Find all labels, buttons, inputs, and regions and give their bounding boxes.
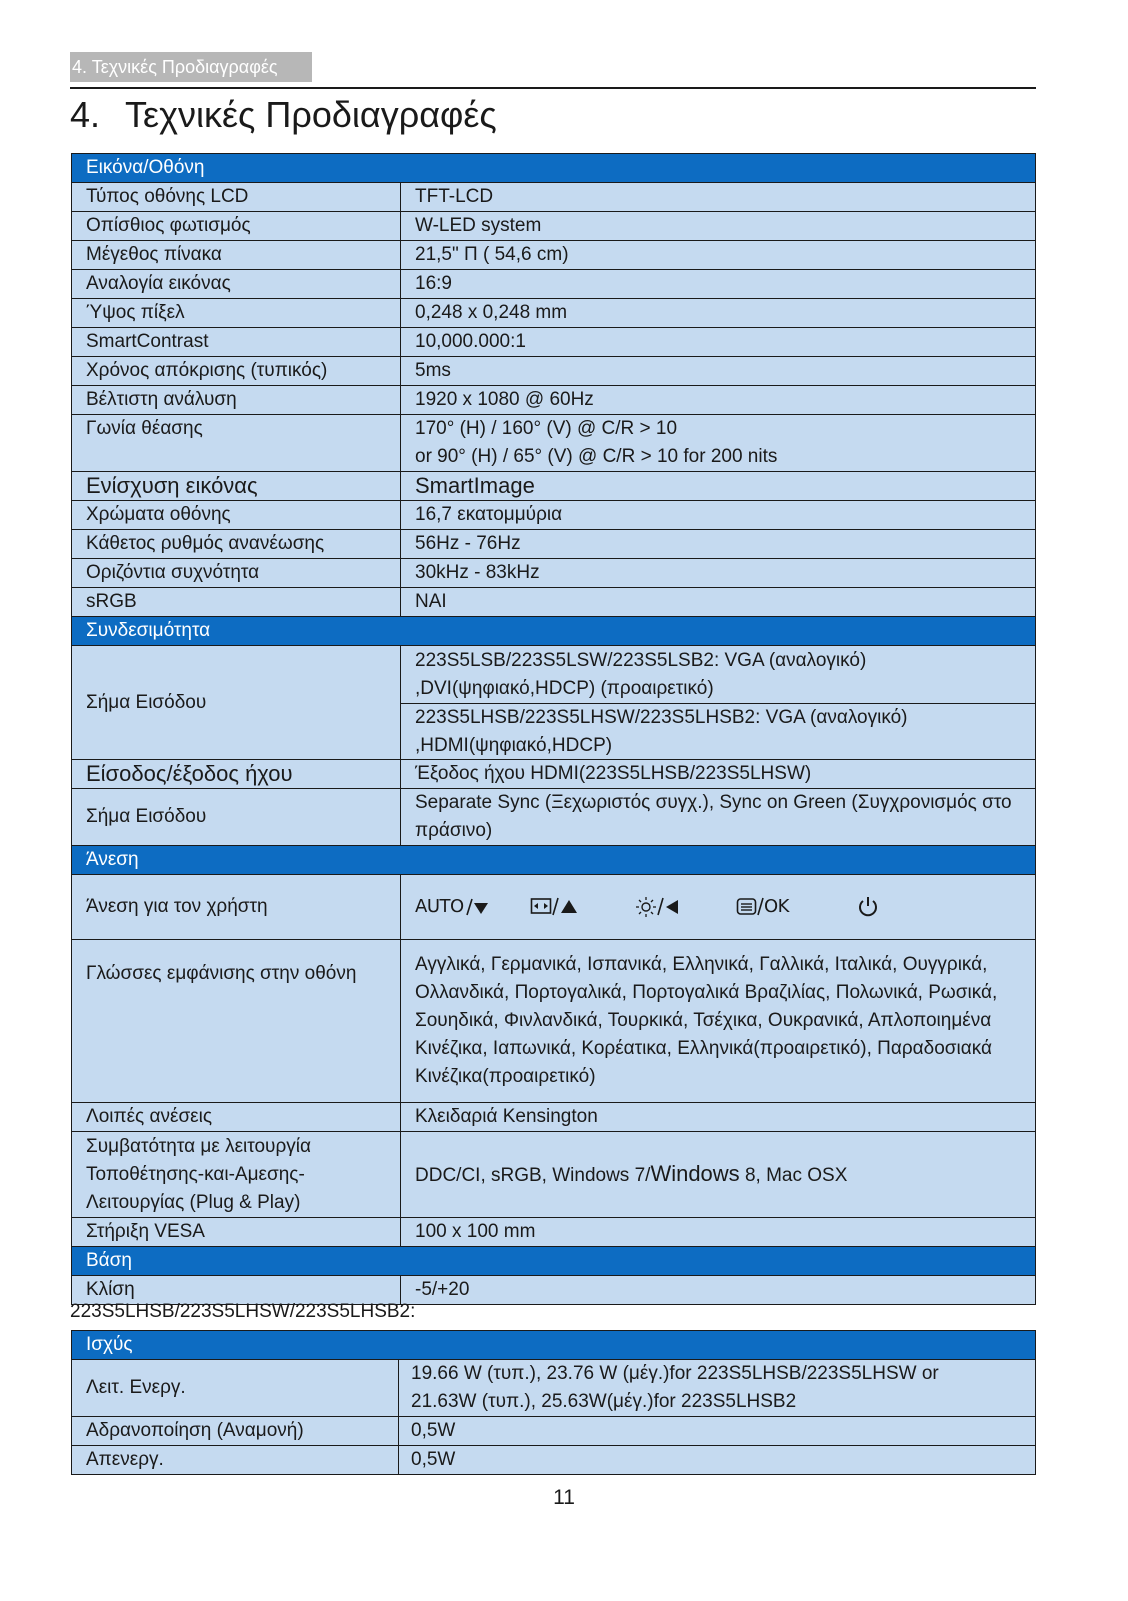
row-label: Λειτ. Ενεργ. xyxy=(72,1360,399,1417)
spec-table-power xyxy=(71,1330,1036,1475)
row-value: W-LED system xyxy=(401,212,1036,241)
value-part: Windows xyxy=(650,1160,740,1186)
section-row-stand xyxy=(72,1247,1036,1276)
row-value: 16,7 εκατομμύρια xyxy=(401,501,1036,530)
input-source-up-icon xyxy=(530,896,586,918)
table-row-on-mode xyxy=(72,1360,1036,1417)
row-value: NAI xyxy=(401,588,1036,617)
row-label: sRGB xyxy=(72,588,401,617)
title-text: Τεχνικές Προδιαγραφές xyxy=(125,94,497,135)
row-label: Γλώσσες εμφάνισης στην οθόνη xyxy=(72,940,401,1103)
row-label: Κάθετος ρυθμός ανανέωσης xyxy=(72,530,401,559)
table-row-viewing-angle xyxy=(72,415,1036,472)
row-value: 10,000.000:1 xyxy=(401,328,1036,357)
menu-slash-icon xyxy=(736,896,764,918)
row-value: -5/+20 xyxy=(401,1276,1036,1305)
row-label: Άνεση για τον χρήστη xyxy=(72,875,401,940)
section-heading: Ισχύς xyxy=(72,1331,1036,1360)
row-value: 16:9 xyxy=(401,270,1036,299)
row-label: Τύπος οθόνης LCD xyxy=(72,183,401,212)
table-row xyxy=(72,328,1036,357)
table-row xyxy=(72,1218,1036,1247)
table-row xyxy=(72,1103,1036,1132)
auto-down-control xyxy=(415,893,530,921)
row-value-controls xyxy=(401,875,1036,940)
header-rule xyxy=(70,87,1036,89)
slash-down-icon xyxy=(464,897,490,917)
row-label: Μέγεθος πίνακα xyxy=(72,241,401,270)
row-label: Βέλτιστη ανάλυση xyxy=(72,386,401,415)
row-value: 1920 x 1080 @ 60Hz xyxy=(401,386,1036,415)
value-line: 19.66 W (τυπ.), 23.76 W (μέγ.)for 223S5LHSB/223S5LHSW or xyxy=(411,1363,939,1384)
row-label: Ύψος πίξελ xyxy=(72,299,401,328)
table-row xyxy=(72,212,1036,241)
section-heading: Άνεση xyxy=(72,846,1036,875)
row-value: 0,5W xyxy=(399,1417,1036,1446)
table-row-user-convenience xyxy=(72,875,1036,940)
section-heading: Εικόνα/Οθόνη xyxy=(72,154,1036,183)
section-row-image xyxy=(72,154,1036,183)
row-value: TFT-LCD xyxy=(401,183,1036,212)
page-number: 11 xyxy=(553,1486,575,1509)
table-row xyxy=(72,299,1036,328)
table-row xyxy=(72,241,1036,270)
row-label: Απενεργ. xyxy=(72,1446,399,1475)
row-value: 56Hz - 76Hz xyxy=(401,530,1036,559)
table-row-plug-play xyxy=(72,1132,1036,1218)
row-value: 100 x 100 mm xyxy=(401,1218,1036,1247)
models-line: 223S5LHSB/223S5LHSW/223S5LHSB2: xyxy=(70,1301,416,1322)
row-label: Ενίσχυση εικόνας xyxy=(72,472,401,501)
table-row xyxy=(72,501,1036,530)
row-label: Αδρανοποίηση (Αναμονή) xyxy=(72,1417,399,1446)
table-row xyxy=(72,386,1036,415)
title-number: 4. xyxy=(70,94,101,135)
value-part: 8, Mac OSX xyxy=(739,1164,848,1186)
row-value: Αγγλικά, Γερμανικά, Ισπανικά, Ελληνικά, Γαλλικά, Ιταλικά, Ουγγρικά, Ολλανδικά, Πορτογαλικά, Πορτογαλικά Βραζιλίας, Πολωνικά, Ρωσικά, Σουηδικά, Φινλανδικά, Τουρκικά, Τσέχικα, Ουκρανικά, Απλοποιημένα Κινέζικα, Ιαπωνικά, Κορέατικα, Ελληνικά(προαιρετικό), Παραδοσιακά Κινέζικα(προαιρετικό) xyxy=(401,940,1036,1103)
spec-table-main xyxy=(71,153,1036,1305)
table-row xyxy=(72,183,1036,212)
row-value xyxy=(401,646,1036,760)
table-row-enhancement xyxy=(72,472,1036,501)
row-label: Χρώματα οθόνης xyxy=(72,501,401,530)
row-value xyxy=(401,415,1036,472)
row-value: SmartImage xyxy=(401,472,1036,501)
menu-ok-control xyxy=(736,893,856,921)
page-title xyxy=(70,93,497,137)
table-row-signal-input xyxy=(72,646,1036,760)
section-heading: Βάση xyxy=(72,1247,1036,1276)
ok-label: OK xyxy=(764,896,789,917)
table-row-languages xyxy=(72,940,1036,1103)
row-label: Αναλογία εικόνας xyxy=(72,270,401,299)
row-label: Είσοδος/έξοδος ήχου xyxy=(72,760,401,789)
value-line: 21.63W (τυπ.), 25.63W(μέγ.)for 223S5LHSB2 xyxy=(411,1391,797,1412)
section-row-power xyxy=(72,1331,1036,1360)
table-row xyxy=(72,588,1036,617)
row-value: 5ms xyxy=(401,357,1036,386)
row-label: Σήμα Εισόδου xyxy=(72,646,401,760)
brightness-left-icon xyxy=(636,896,688,918)
row-label: Οπίσθιος φωτισμός xyxy=(72,212,401,241)
value-part: DDC/CI, sRGB, Windows 7/ xyxy=(415,1164,651,1186)
row-label: Χρόνος απόκρισης (τυπικός) xyxy=(72,357,401,386)
row-label: Λοιπές ανέσεις xyxy=(72,1103,401,1132)
table-row xyxy=(72,357,1036,386)
row-label: Γωνία θέασης xyxy=(72,415,401,472)
value-line: 170° (H) / 160° (V) @ C/R > 10 xyxy=(415,418,678,439)
value-block: 223S5LHSB/223S5LHSW/223S5LHSB2: VGA (αναλογικό) ,HDMI(ψηφιακό,HDCP) xyxy=(401,703,1035,759)
row-value: 0,248 x 0,248 mm xyxy=(401,299,1036,328)
row-label: Κλίση xyxy=(72,1276,401,1305)
row-value xyxy=(401,1132,1036,1218)
row-value: Separate Sync (Ξεχωριστός συγχ.), Sync on Green (Συγχρονισμός στο πράσινο) xyxy=(401,789,1036,846)
value-block: 223S5LSB/223S5LSW/223S5LSB2: VGA (αναλογικό) ,DVI(ψηφιακό,HDCP) (προαιρετικό) xyxy=(415,649,867,699)
value-line: or 90° (H) / 65° (V) @ C/R > 10 for 200 nits xyxy=(415,446,778,467)
table-row xyxy=(72,559,1036,588)
power-control xyxy=(856,895,880,919)
table-row xyxy=(72,1446,1036,1475)
row-value xyxy=(399,1360,1036,1417)
row-label: Οριζόντια συχνότητα xyxy=(72,559,401,588)
table-row-signal-input-2 xyxy=(72,789,1036,846)
row-value: 0,5W xyxy=(399,1446,1036,1475)
row-value: Έξοδος ήχου HDMI(223S5LHSB/223S5LHSW) xyxy=(401,760,1036,789)
row-label: SmartContrast xyxy=(72,328,401,357)
table-row xyxy=(72,530,1036,559)
row-label: Στήριξη VESA xyxy=(72,1218,401,1247)
auto-label: AUTO xyxy=(415,896,464,917)
section-heading: Συνδεσιμότητα xyxy=(72,617,1036,646)
chapter-tag: 4. Τεχνικές Προδιαγραφές xyxy=(70,52,312,82)
input-up-control xyxy=(530,896,636,918)
row-label: Συμβατότητα με λειτουργία Τοποθέτησης-και-Αμεσης-Λειτουργίας (Plug & Play) xyxy=(72,1132,401,1218)
row-value: 21,5" Π ( 54,6 cm) xyxy=(401,241,1036,270)
brightness-left-control xyxy=(636,896,736,918)
table-row-audio xyxy=(72,760,1036,789)
power-icon xyxy=(856,895,880,919)
row-value: 30kHz - 83kHz xyxy=(401,559,1036,588)
table-row xyxy=(72,270,1036,299)
section-row-connectivity xyxy=(72,617,1036,646)
row-label: Σήμα Εισόδου xyxy=(72,789,401,846)
table-row xyxy=(72,1417,1036,1446)
row-value: Κλειδαριά Kensington xyxy=(401,1103,1036,1132)
section-row-convenience xyxy=(72,846,1036,875)
control-icons xyxy=(415,875,1035,939)
